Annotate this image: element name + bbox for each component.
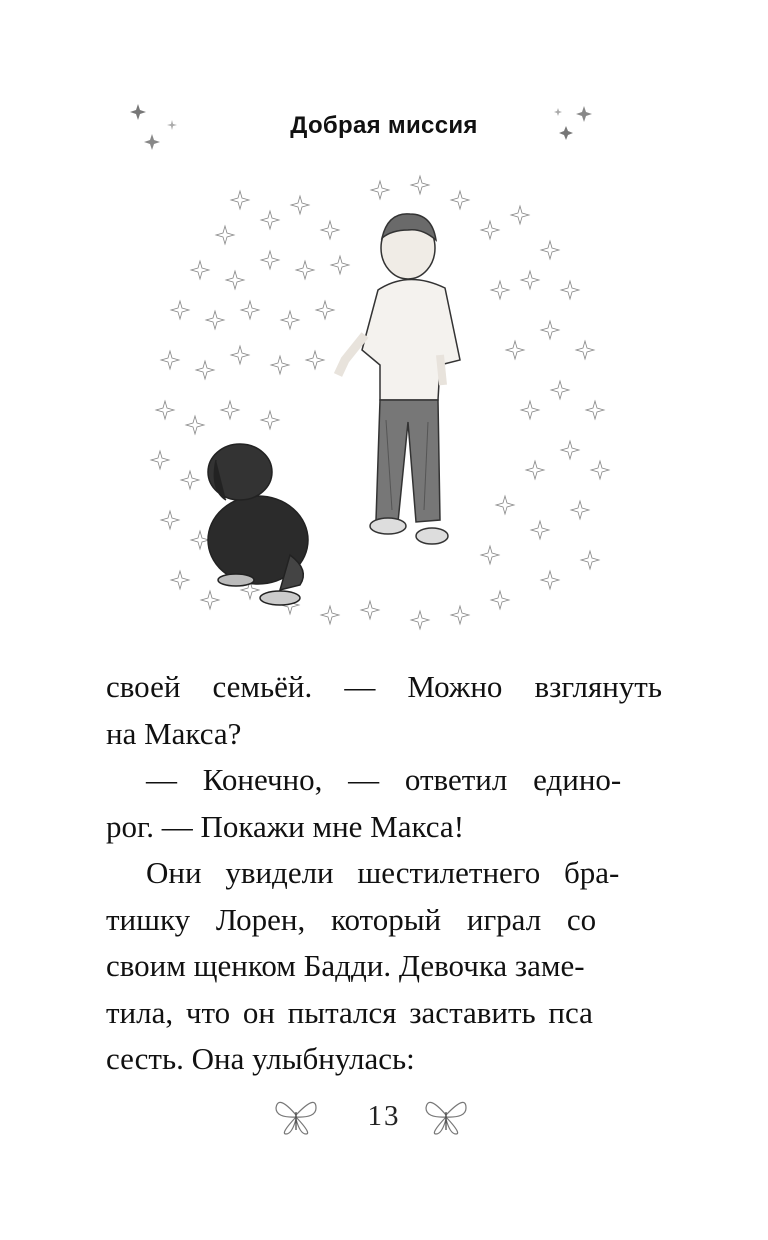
page-footer <box>0 1090 768 1150</box>
text-line: своей семьёй. — Можно взглянуть <box>106 669 662 704</box>
paragraph-3 <box>106 850 662 1083</box>
text-line: своим щенком Бадди. Девочка заме- <box>106 948 585 983</box>
text-line: на Макса? <box>106 715 242 751</box>
body-text <box>106 664 662 1083</box>
page-number: 13 <box>367 1100 401 1132</box>
butterfly-icon <box>420 1090 472 1140</box>
paragraph-2 <box>106 757 662 850</box>
text-line: тила, что он пытался заставить пса <box>106 994 593 1030</box>
text-line: сесть. Она улыбнулась: <box>106 1041 415 1076</box>
boy-with-puppy-illustration <box>140 160 620 640</box>
boy-figure <box>338 214 460 544</box>
text-line: Они увидели шестилетнего бра- <box>146 855 620 890</box>
text-line: тишку Лорен, который играл со <box>106 901 597 937</box>
paragraph-1 <box>106 664 662 757</box>
puppy-figure <box>208 444 308 605</box>
text-line: — Конечно, — ответил едино- <box>146 762 622 797</box>
running-header: Добрая миссия <box>290 112 478 139</box>
butterfly-icon <box>270 1090 322 1140</box>
text-line: рог. — Покажи мне Макса! <box>106 808 465 844</box>
